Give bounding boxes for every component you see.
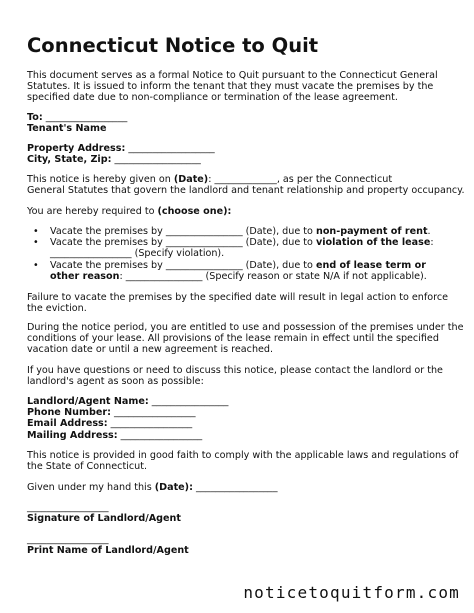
to-blank: _________________ — [42, 112, 128, 123]
signature-block — [27, 502, 457, 524]
city-line — [27, 154, 457, 165]
option-nonpayment: • Vacate the premises by ________________ (Date), due to non-payment of rent. — [33, 226, 431, 237]
page-title: Connecticut Notice to Quit — [27, 34, 319, 57]
options-list — [27, 226, 457, 282]
given-hand-line: Given under my hand this (Date): _________________ — [27, 482, 278, 493]
given-on-line2: General Statutes that govern the landlord and tenant relationship and property occupancy. — [27, 185, 465, 197]
print-name-block — [27, 534, 457, 556]
during-paragraph: During the notice period, you are entitled to use and possession of the premises under the conditions of your lease. All provisions of the lease remain in effect until the specified vacation date or until a new agreement is reached. — [27, 322, 464, 356]
print-name-blank: _________________ — [27, 534, 109, 545]
tenant-block — [27, 112, 457, 134]
bullet-icon: • — [33, 226, 39, 237]
intro-paragraph — [27, 70, 457, 104]
intro-line: specified date due to non-compliance or termination of the lease agreement. — [27, 92, 398, 104]
given-on-post: : _____________, as per the Connecticut — [208, 174, 393, 185]
good-faith-paragraph: This notice is provided in good faith to comply with the applicable laws and regulations of the State of Connecticut. — [27, 450, 459, 473]
questions-paragraph: If you have questions or need to discuss this notice, please contact the landlord or the landlord's agent as soon as possible: — [27, 365, 443, 388]
print-name-label: Print Name of Landlord/Agent — [27, 545, 189, 557]
bullet-icon: • — [33, 259, 39, 271]
city-label: City, State, Zip: — [27, 154, 112, 166]
other-reason: other reason — [50, 270, 120, 282]
violation-reason: violation of the lease — [315, 237, 431, 249]
property-address-blank: __________________ — [125, 143, 215, 154]
option-end-of-lease: • Vacate the premises by ________________ (Date), due to end of lease term or other reason: ________________ (Specify reason or state N/A if not applicable). — [33, 259, 427, 282]
required-pre: You are hereby required to — [27, 206, 158, 217]
required-choose: (choose one): — [157, 206, 232, 217]
intro-line: Statutes. It is issued to inform the tenant that they must vacate the premises by the — [27, 81, 434, 93]
contact-block — [27, 396, 457, 441]
mailing-line: Mailing Address: _________________ — [27, 429, 203, 441]
city-blank: __________________ — [111, 154, 201, 166]
violation-line2: _________________ (Specify violation). — [50, 248, 225, 260]
property-address-label: Property Address: — [27, 143, 126, 154]
required-line — [27, 206, 457, 217]
intro-line: This document serves as a formal Notice to Quit pursuant to the Connecticut General — [27, 70, 438, 81]
site-watermark: noticetoquitform.com — [243, 583, 460, 602]
nonpayment-reason: non-payment of rent — [315, 226, 428, 237]
landlord-name-line: Landlord/Agent Name: ________________ — [27, 396, 229, 407]
signature-blank: _________________ — [27, 502, 109, 513]
end-of-lease-reason: end of lease term or — [315, 259, 426, 271]
to-line — [27, 112, 457, 123]
property-block — [27, 143, 457, 165]
property-address-line — [27, 143, 457, 154]
given-on-pre: This notice is hereby given on — [27, 174, 174, 185]
to-label: To: — [27, 112, 43, 123]
phone-line: Phone Number: _________________ — [27, 407, 196, 419]
tenant-name-label: Tenant's Name — [27, 123, 107, 135]
failure-paragraph: Failure to vacate the premises by the specified date will result in legal action to enforce the eviction. — [27, 292, 449, 315]
option-violation: • Vacate the premises by ________________ (Date), due to violation of the lease: _________________ (Specify violation). — [27, 237, 457, 259]
email-line: Email Address: _________________ — [27, 418, 193, 430]
given-on-paragraph — [27, 174, 465, 197]
signature-label: Signature of Landlord/Agent — [27, 513, 181, 525]
given-on-date-label: (Date) — [173, 174, 209, 185]
bullet-icon: • — [33, 237, 39, 249]
